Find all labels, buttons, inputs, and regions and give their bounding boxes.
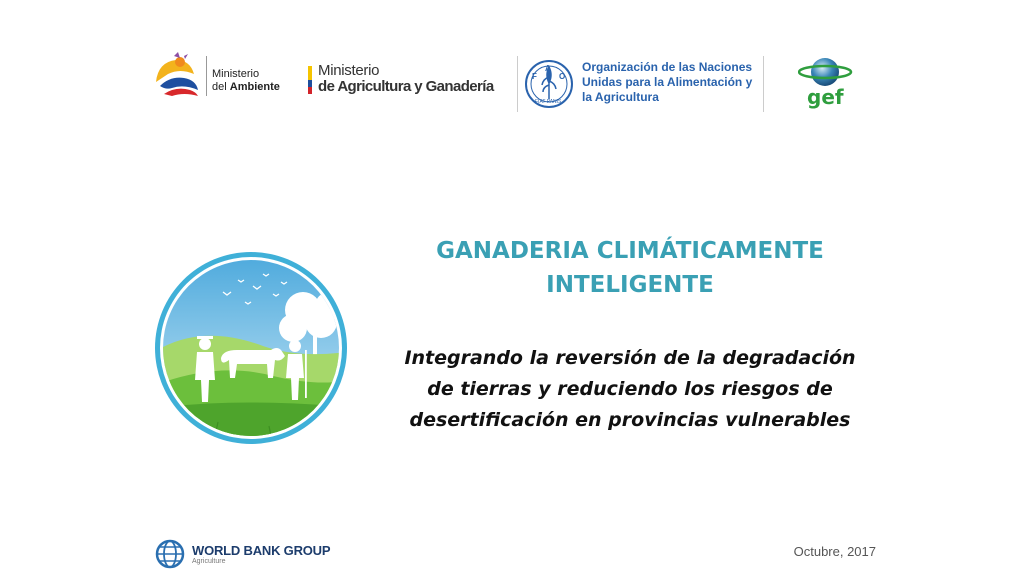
logo-divider — [206, 56, 207, 96]
ambiente-emblem-icon — [150, 50, 206, 100]
agricultura-line2: de Agricultura y Ganadería — [318, 78, 494, 95]
livestock-farmers-illustration — [153, 250, 349, 446]
fao-motto: FIAT PANIS — [535, 99, 562, 105]
world-bank-logo — [152, 539, 352, 571]
world-bank-globe-icon — [152, 539, 188, 569]
fao-logo — [517, 56, 764, 112]
slide-subtitle: Integrando la reversión de la degradación de tierras y reduciendo los riesgos de desertificación en provincias vulnerables — [404, 347, 856, 431]
gef-globe-icon — [798, 55, 853, 89]
agricultura-line1: Ministerio — [318, 62, 380, 79]
gef-logo — [798, 55, 853, 111]
gef-label: gef — [807, 85, 844, 109]
fao-emblem-letter-o: O — [559, 72, 566, 81]
ministerio-ambiente-logo — [150, 50, 285, 100]
ambiente-line1: Ministerio — [212, 68, 260, 80]
fao-emblem-letter-f: F — [532, 72, 537, 81]
slide-title: GANADERIA CLIMÁTICAMENTE INTELIGENTE — [436, 238, 824, 298]
fao-logo-text: Organización de las Naciones Unidas para la Alimentación y la Agricultura — [582, 60, 753, 104]
ambiente-line2-bold: Ambiente — [229, 81, 280, 93]
world-bank-name: WORLD BANK GROUP — [192, 543, 331, 558]
ambiente-line2-prefix: del — [212, 81, 230, 93]
ambiente-logo-text — [212, 68, 280, 94]
world-bank-sub: Agriculture — [192, 558, 226, 565]
fao-emblem-letter-a: A — [545, 64, 551, 73]
ministerio-agricultura-logo — [308, 58, 493, 102]
slide-date: Octubre, 2017 — [793, 544, 876, 559]
ecuador-flag-stripe-icon — [308, 66, 312, 94]
fao-emblem-icon — [523, 59, 575, 109]
